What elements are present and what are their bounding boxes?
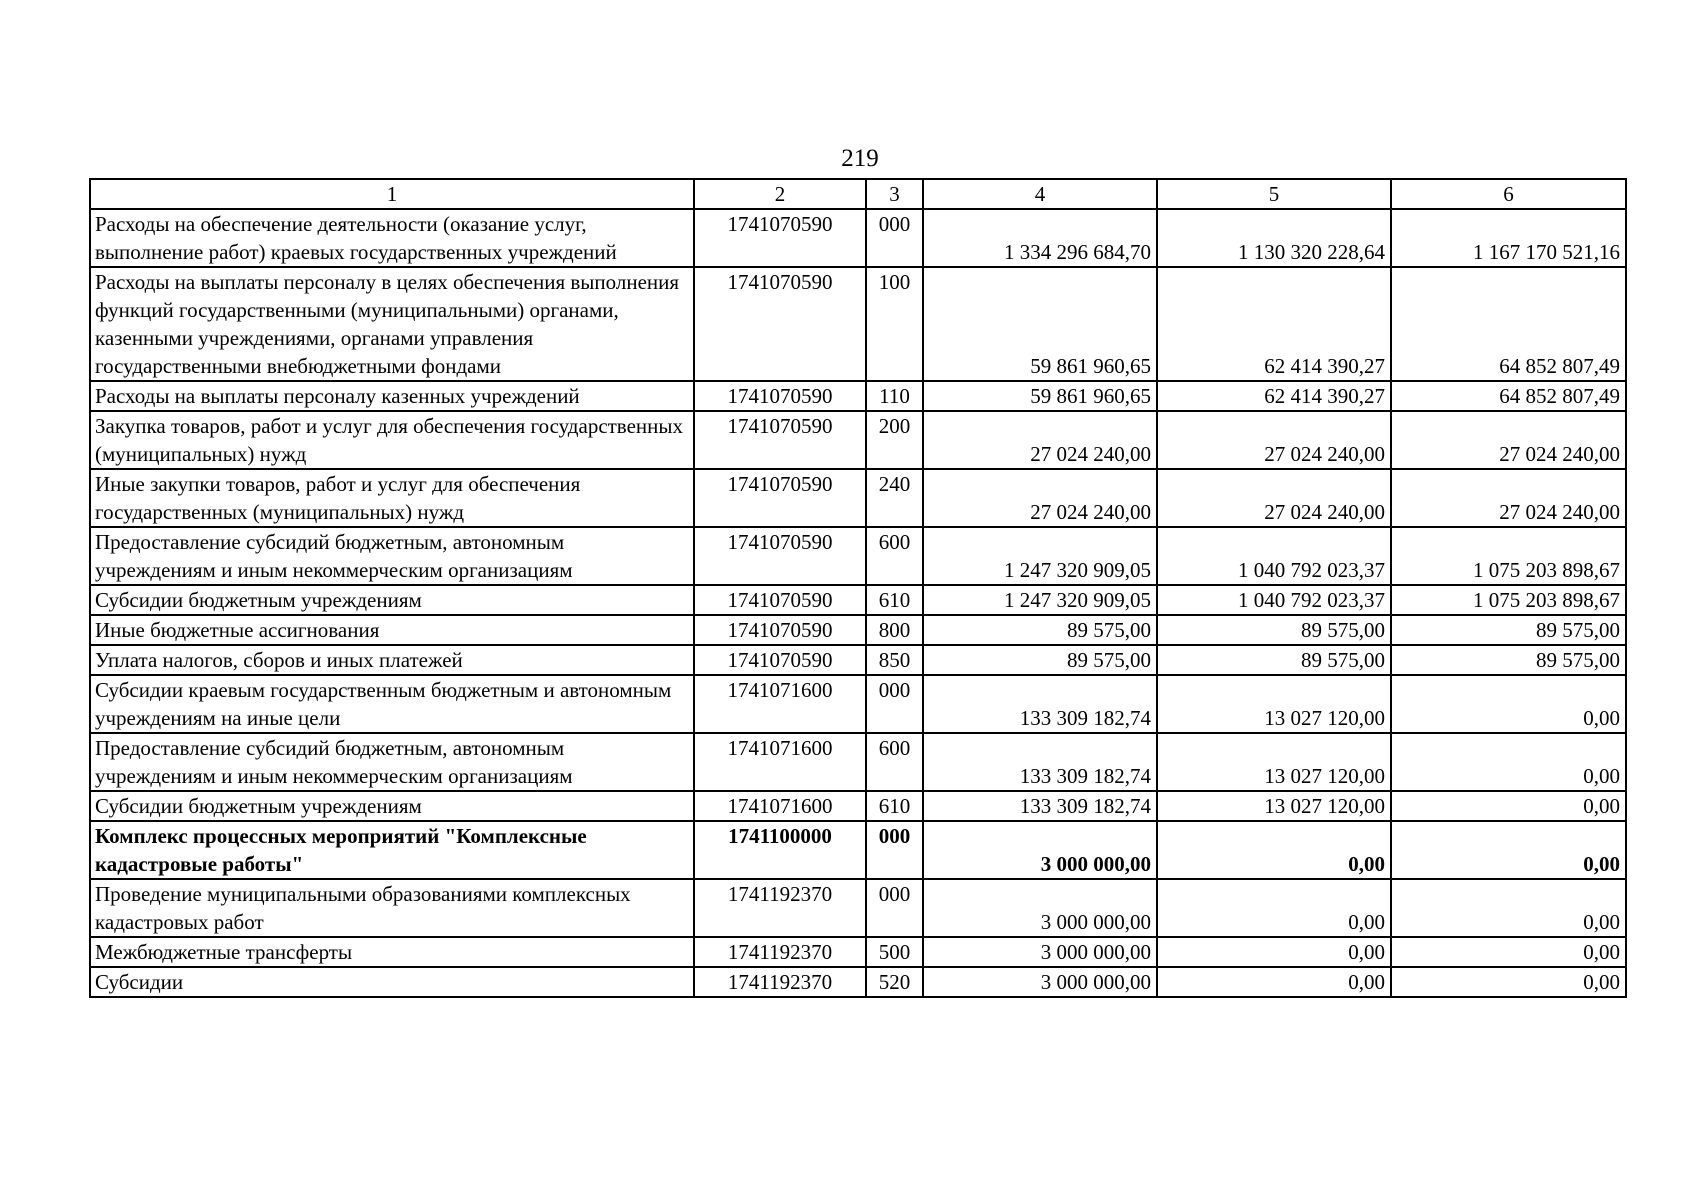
column-header-4: 4 (923, 179, 1157, 209)
row-name-cell: Предоставление субсидий бюджетным, автономным учреждениям и иным некоммерческим организациям (90, 733, 694, 791)
row-value-6-cell: 27 024 240,00 (1391, 411, 1626, 469)
table-row (90, 879, 1626, 937)
row-value-6-cell: 1 075 203 898,67 (1391, 527, 1626, 585)
row-value-5-cell: 1 040 792 023,37 (1157, 585, 1391, 615)
row-code-cell: 1741192370 (694, 879, 866, 937)
row-type-cell: 610 (866, 585, 923, 615)
row-value-5-cell: 0,00 (1157, 967, 1391, 997)
row-name-cell: Иные закупки товаров, работ и услуг для обеспечения государственных (муниципальных) нужд (90, 469, 694, 527)
table-row (90, 267, 1626, 381)
row-value-5-cell: 13 027 120,00 (1157, 675, 1391, 733)
row-name-cell: Расходы на обеспечение деятельности (оказание услуг, выполнение работ) краевых государственных учреждений (90, 209, 694, 267)
row-code-cell: 1741100000 (694, 821, 866, 879)
row-code-cell: 1741070590 (694, 411, 866, 469)
row-value-5-cell: 0,00 (1157, 821, 1391, 879)
row-value-5-cell: 1 040 792 023,37 (1157, 527, 1391, 585)
table-row (90, 469, 1626, 527)
row-value-5-cell: 0,00 (1157, 879, 1391, 937)
row-value-6-cell: 0,00 (1391, 937, 1626, 967)
row-value-4-cell: 27 024 240,00 (923, 469, 1157, 527)
row-value-5-cell: 13 027 120,00 (1157, 791, 1391, 821)
row-value-4-cell: 3 000 000,00 (923, 967, 1157, 997)
row-type-cell: 110 (866, 381, 923, 411)
table-row (90, 645, 1626, 675)
row-value-6-cell: 0,00 (1391, 879, 1626, 937)
table-row (90, 791, 1626, 821)
row-value-4-cell: 59 861 960,65 (923, 381, 1157, 411)
row-type-cell: 520 (866, 967, 923, 997)
table-row (90, 733, 1626, 791)
row-code-cell: 1741070590 (694, 615, 866, 645)
row-name-cell: Предоставление субсидий бюджетным, автономным учреждениям и иным некоммерческим организациям (90, 527, 694, 585)
row-type-cell: 000 (866, 879, 923, 937)
row-type-cell: 850 (866, 645, 923, 675)
column-header-5: 5 (1157, 179, 1391, 209)
row-value-5-cell: 62 414 390,27 (1157, 267, 1391, 381)
row-value-6-cell: 64 852 807,49 (1391, 381, 1626, 411)
row-value-6-cell: 0,00 (1391, 967, 1626, 997)
table-header-row (90, 179, 1626, 209)
row-type-cell: 240 (866, 469, 923, 527)
row-value-6-cell: 64 852 807,49 (1391, 267, 1626, 381)
row-value-5-cell: 27 024 240,00 (1157, 411, 1391, 469)
row-name-cell: Субсидии краевым государственным бюджетным и автономным учреждениям на иные цели (90, 675, 694, 733)
row-type-cell: 200 (866, 411, 923, 469)
row-code-cell: 1741070590 (694, 267, 866, 381)
row-name-cell: Субсидии бюджетным учреждениям (90, 585, 694, 615)
row-code-cell: 1741070590 (694, 585, 866, 615)
row-value-5-cell: 13 027 120,00 (1157, 733, 1391, 791)
row-code-cell: 1741192370 (694, 937, 866, 967)
row-code-cell: 1741192370 (694, 967, 866, 997)
page-number: 219 (841, 145, 879, 172)
row-name-cell: Комплекс процессных мероприятий "Комплексные кадастровые работы" (90, 821, 694, 879)
budget-table (89, 178, 1627, 998)
table-row (90, 411, 1626, 469)
row-value-4-cell: 133 309 182,74 (923, 733, 1157, 791)
row-code-cell: 1741070590 (694, 527, 866, 585)
column-header-2: 2 (694, 179, 866, 209)
row-value-4-cell: 133 309 182,74 (923, 675, 1157, 733)
table-row (90, 821, 1626, 879)
row-value-5-cell: 1 130 320 228,64 (1157, 209, 1391, 267)
row-type-cell: 600 (866, 733, 923, 791)
row-type-cell: 100 (866, 267, 923, 381)
row-value-6-cell: 1 075 203 898,67 (1391, 585, 1626, 615)
table-row (90, 527, 1626, 585)
row-type-cell: 800 (866, 615, 923, 645)
row-value-6-cell: 89 575,00 (1391, 615, 1626, 645)
row-value-5-cell: 62 414 390,27 (1157, 381, 1391, 411)
row-name-cell: Межбюджетные трансферты (90, 937, 694, 967)
row-type-cell: 600 (866, 527, 923, 585)
row-value-4-cell: 133 309 182,74 (923, 791, 1157, 821)
table-row (90, 937, 1626, 967)
row-type-cell: 000 (866, 821, 923, 879)
column-header-1: 1 (90, 179, 694, 209)
column-header-6: 6 (1391, 179, 1626, 209)
row-value-6-cell: 27 024 240,00 (1391, 469, 1626, 527)
row-type-cell: 610 (866, 791, 923, 821)
row-value-5-cell: 0,00 (1157, 937, 1391, 967)
row-value-4-cell: 1 334 296 684,70 (923, 209, 1157, 267)
row-code-cell: 1741071600 (694, 791, 866, 821)
row-value-4-cell: 27 024 240,00 (923, 411, 1157, 469)
row-code-cell: 1741071600 (694, 675, 866, 733)
row-value-4-cell: 3 000 000,00 (923, 879, 1157, 937)
row-name-cell: Субсидии (90, 967, 694, 997)
row-code-cell: 1741070590 (694, 209, 866, 267)
row-value-4-cell: 3 000 000,00 (923, 821, 1157, 879)
row-type-cell: 500 (866, 937, 923, 967)
row-value-4-cell: 89 575,00 (923, 615, 1157, 645)
row-name-cell: Иные бюджетные ассигнования (90, 615, 694, 645)
table-row (90, 675, 1626, 733)
row-value-5-cell: 27 024 240,00 (1157, 469, 1391, 527)
row-value-6-cell: 0,00 (1391, 675, 1626, 733)
table-row (90, 381, 1626, 411)
table-row (90, 209, 1626, 267)
table-row (90, 967, 1626, 997)
row-value-4-cell: 89 575,00 (923, 645, 1157, 675)
column-header-3: 3 (866, 179, 923, 209)
row-value-4-cell: 1 247 320 909,05 (923, 527, 1157, 585)
row-value-4-cell: 59 861 960,65 (923, 267, 1157, 381)
row-code-cell: 1741070590 (694, 381, 866, 411)
row-name-cell: Расходы на выплаты персоналу в целях обеспечения выполнения функций государственными (муниципальными) органами, казенными учреждениями, органами управления государственными внебюджетными фондами (90, 267, 694, 381)
row-name-cell: Закупка товаров, работ и услуг для обеспечения государственных (муниципальных) нужд (90, 411, 694, 469)
row-value-6-cell: 89 575,00 (1391, 645, 1626, 675)
row-name-cell: Уплата налогов, сборов и иных платежей (90, 645, 694, 675)
row-name-cell: Субсидии бюджетным учреждениям (90, 791, 694, 821)
row-value-6-cell: 0,00 (1391, 821, 1626, 879)
row-value-6-cell: 0,00 (1391, 733, 1626, 791)
row-code-cell: 1741070590 (694, 645, 866, 675)
row-value-5-cell: 89 575,00 (1157, 645, 1391, 675)
row-code-cell: 1741071600 (694, 733, 866, 791)
row-value-5-cell: 89 575,00 (1157, 615, 1391, 645)
row-type-cell: 000 (866, 675, 923, 733)
row-name-cell: Расходы на выплаты персоналу казенных учреждений (90, 381, 694, 411)
row-value-4-cell: 3 000 000,00 (923, 937, 1157, 967)
row-code-cell: 1741070590 (694, 469, 866, 527)
row-name-cell: Проведение муниципальными образованиями комплексных кадастровых работ (90, 879, 694, 937)
row-type-cell: 000 (866, 209, 923, 267)
row-value-6-cell: 0,00 (1391, 791, 1626, 821)
table-row (90, 615, 1626, 645)
row-value-6-cell: 1 167 170 521,16 (1391, 209, 1626, 267)
table-row (90, 585, 1626, 615)
row-value-4-cell: 1 247 320 909,05 (923, 585, 1157, 615)
